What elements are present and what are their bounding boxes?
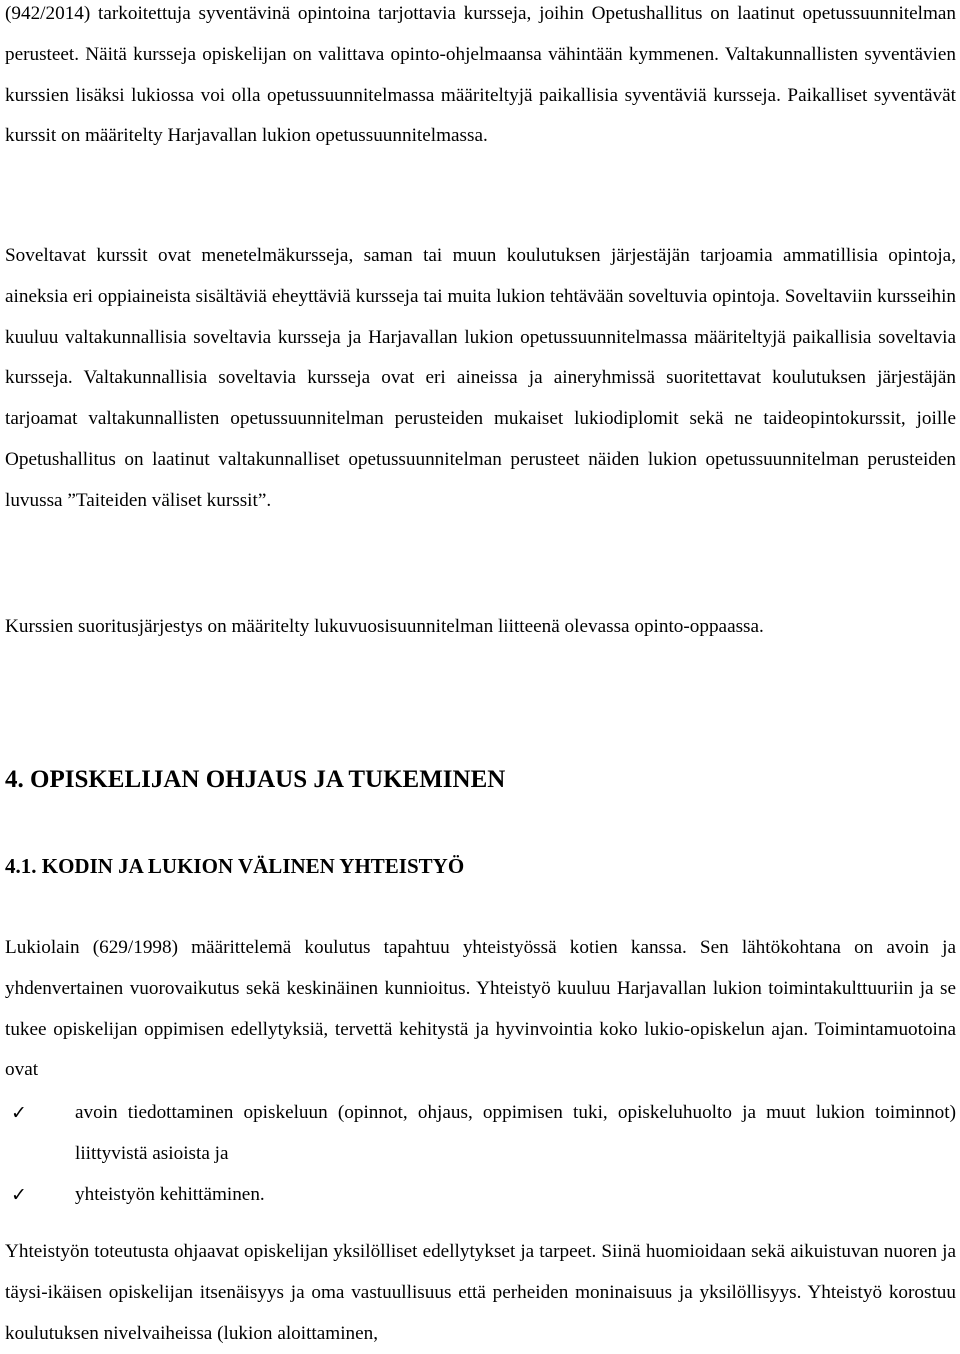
list-item xyxy=(5,1093,956,1175)
check-icon: ✓ xyxy=(11,1102,27,1124)
section-heading-4: 4. OPISKELIJAN OHJAUS JA TUKEMINEN xyxy=(5,766,506,793)
list-item xyxy=(5,1175,956,1216)
paragraph-syventavat-kurssit: (942/2014) tarkoitettuja syventävinä opintoina tarjottavia kursseja, joihin Opetushallitus on laatinut opetussuunnitelman perusteet. Näitä kursseja opiskelijan on valittava opinto-ohjelmaansa vähintään kymmenen. Valtakunnallisten syventävien kurssien lisäksi lukiossa voi olla opetussuunnitelmassa määriteltyjä paikallisia syventäviä kursseja. Paikalliset syventävät kurssit on määritelty Harjavallan lukion opetussuunnitelmassa. xyxy=(5,3,956,147)
list-item-text: yhteistyön kehittäminen. xyxy=(75,1183,265,1205)
list-item-text: avoin tiedottaminen opiskeluun (opinnot, ohjaus, oppimisen tuki, opiskeluhuolto ja muut lukion toiminnot) liittyvistä asioista ja xyxy=(75,1102,956,1164)
checklist-toimintamuodot xyxy=(5,1093,956,1215)
section-heading-4-1: 4.1. KODIN JA LUKION VÄLINEN YHTEISTYÖ xyxy=(5,854,465,878)
check-icon: ✓ xyxy=(11,1183,27,1206)
paragraph-soveltavat-kurssit: Soveltavat kurssit ovat menetelmäkursseja, saman tai muun koulutuksen järjestäjän tarjoamia ammatillisia opintoja, aineksia eri oppiaineista sisältäviä eheyttäviä kursseja tai muita lukion tehtävään soveltuvia opintoja. Soveltaviin kursseihin kuuluu valtakunnallisia soveltavia kursseja ja Harjavallan lukion opetussuunnitelmassa määriteltyjä paikallisia soveltavia kursseja. Valtakunnallisia soveltavia kursseja ovat eri aineissa ja aineryhmissä suoritettavat koulutuksen järjestäjän tarjoamat valtakunnallisten opetussuunnitelman perusteiden mukaiset lukiodiplomit sekä ne taideopintokurssit, joille Opetushallitus on laatinut valtakunnalliset opetussuunnitelman perusteet näiden lukion opetussuunnitelman perusteiden luvussa ”Taiteiden väliset kurssit”. xyxy=(5,245,956,511)
paragraph-yhteistyon-toteutus: Yhteistyön toteutusta ohjaavat opiskelijan yksilölliset edellytykset ja tarpeet. Siinä huomioidaan sekä aikuistuvan nuoren ja täysi-ikäisen opiskelijan itsenäisyys ja oma vastuullisuus että perheiden moninaisuus ja yksilöllisyys. Yhteistyö korostuu koulutuksen nivelvaiheissa (lukion aloittaminen, xyxy=(5,1241,956,1344)
paragraph-kodin-yhteistyo: Lukiolain (629/1998) määrittelemä koulutus tapahtuu yhteistyössä kotien kanssa. Sen lähtökohtana on avoin ja yhdenvertainen vuorovaikutus sekä keskinäinen kunnioitus. Yhteistyö kuuluu Harjavallan lukion toimintakulttuuriin ja se tukee opiskelijan oppimisen edellytyksiä, tervettä kehitystä ja hyvinvointia koko lukio-opiskelun ajan. Toimintamuotoina ovat xyxy=(5,937,956,1081)
paragraph-suoritusjarjestys: Kurssien suoritusjärjestys on määritelty lukuvuosisuunnitelman liitteenä olevassa opinto-oppaassa. xyxy=(5,616,764,637)
